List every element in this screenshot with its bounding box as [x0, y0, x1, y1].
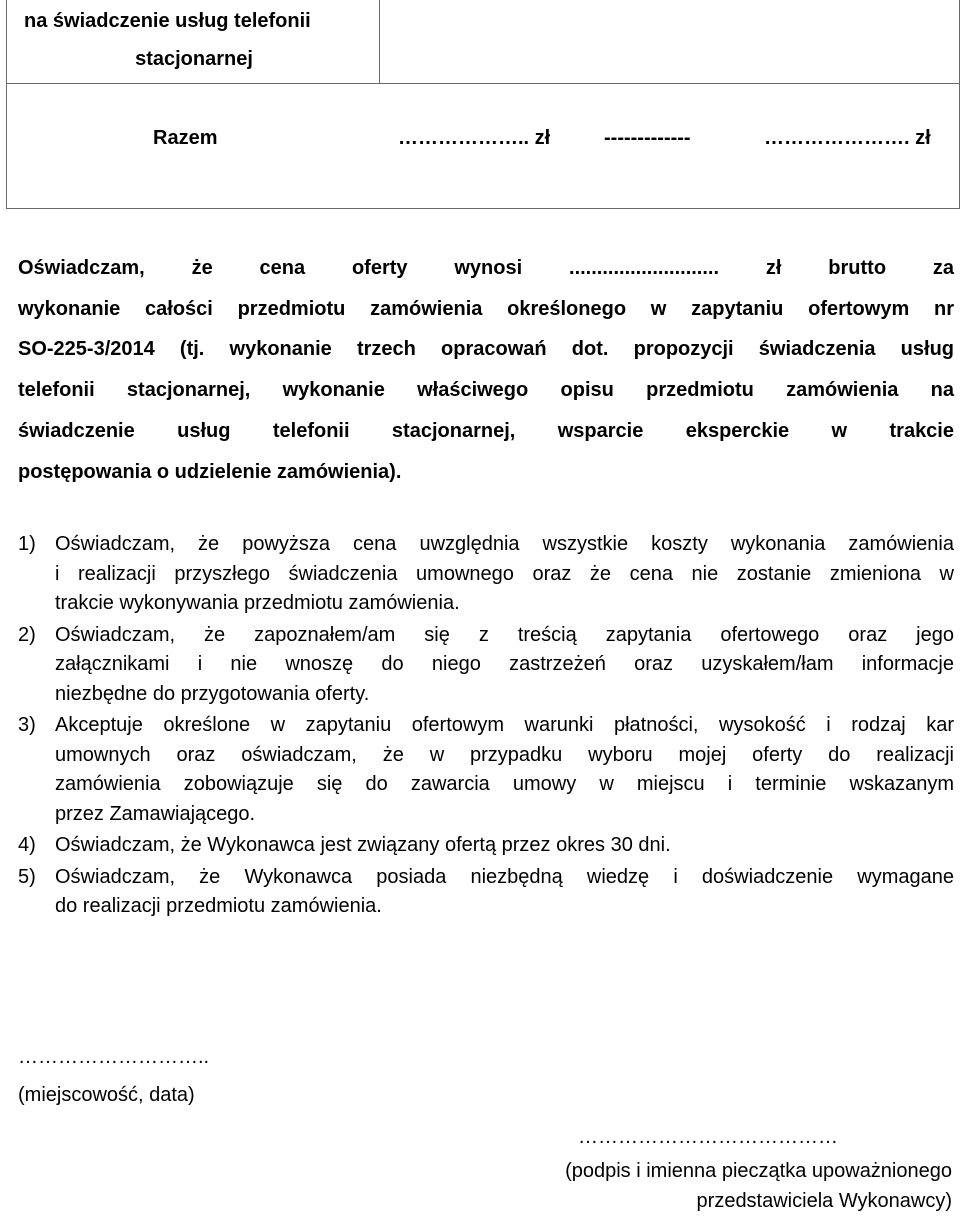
declaration-line: postępowania o udzielenie zamówienia). [18, 460, 402, 483]
signature-label [480, 1156, 952, 1216]
statement-line: Oświadczam, że zapoznałem/am się z treścią zapytania ofertowego oraz jego [55, 623, 954, 646]
statement-line: Akceptuje określone w zapytaniu ofertowym warunki płatności, wysokość i rodzaj kar [55, 714, 954, 736]
statement-number: 2) [18, 623, 36, 646]
total-gross-value: …………………. zł [764, 127, 931, 149]
declaration-line: SO-225-3/2014 (tj. wykonanie trzech opracowań dot. propozycji świadczenia usług [18, 338, 954, 361]
statement-line: Oświadczam, że Wykonawca jest związany ofertą przez okres 30 dni. [55, 834, 671, 856]
statement-number: 1) [18, 533, 36, 555]
statement-item [18, 831, 954, 861]
service-description-cell [6, 0, 380, 84]
statement-line: przez Zamawiającego. [55, 802, 256, 825]
signature-field: ………………………………… [578, 1126, 838, 1148]
statement-item [18, 621, 954, 710]
statement-item [18, 530, 954, 619]
statement-item [18, 711, 954, 829]
service-price-cell [379, 0, 960, 84]
statement-line: do realizacji przedmiotu zamówienia. [55, 895, 382, 917]
statement-line: umownych oraz oświadczam, że w przypadku wyboru mojej oferty do realizacji [55, 743, 954, 766]
statements-list [18, 530, 954, 924]
statement-number: 5) [18, 865, 36, 888]
statement-line: zamówienia zobowiązuje się do zawarcia umowy w miejscu i terminie wskazanym [55, 773, 954, 795]
declaration-line: Oświadczam, że cena oferty wynosi ........................... zł brutto za [18, 257, 954, 279]
statement-number: 4) [18, 834, 36, 856]
price-table [6, 0, 960, 209]
declaration-line: telefonii stacjonarnej, wykonanie właściwego opisu przedmiotu zamówienia na [18, 379, 954, 402]
statement-line: niezbędne do przygotowania oferty. [55, 682, 370, 705]
statement-line: Oświadczam, że Wykonawca posiada niezbędną wiedzę i doświadczenie wymagane [55, 865, 954, 888]
signature-label-line-2: przedstawiciela Wykonawcy) [696, 1190, 952, 1212]
statement-item [18, 863, 954, 922]
statement-line: załącznikami i nie wnoszę do niego zastrzeżeń oraz uzyskałem/łam informacje [55, 653, 954, 675]
place-date-label: (miejscowość, data) [18, 1084, 195, 1106]
price-declaration [18, 248, 954, 492]
service-description [24, 2, 364, 78]
declaration-line: wykonanie całości przedmiotu zamówienia określonego w zapytaniu ofertowym nr [18, 297, 954, 320]
total-vat-value: ------------- [604, 127, 691, 149]
statement-line: Oświadczam, że powyższa cena uwzględnia wszystkie koszty wykonania zamówienia [55, 533, 954, 555]
total-label: Razem [153, 127, 218, 149]
place-date-field: ……………………….. [18, 1046, 210, 1068]
statement-line: i realizacji przyszłego świadczenia umownego oraz że cena nie zostanie zmieniona w [55, 562, 954, 585]
total-net-value: ……………….. zł [398, 127, 551, 149]
statement-line: trakcie wykonywania przedmiotu zamówienia. [55, 592, 460, 614]
service-description-line-2: stacjonarnej [135, 48, 253, 70]
declaration-line: świadczenie usług telefonii stacjonarnej, wsparcie eksperckie w trakcie [18, 419, 954, 442]
statement-number: 3) [18, 714, 36, 736]
service-description-line-1: na świadczenie usług telefonii [24, 10, 311, 32]
signature-label-line-1: (podpis i imienna pieczątka upoważnionego [565, 1160, 952, 1182]
